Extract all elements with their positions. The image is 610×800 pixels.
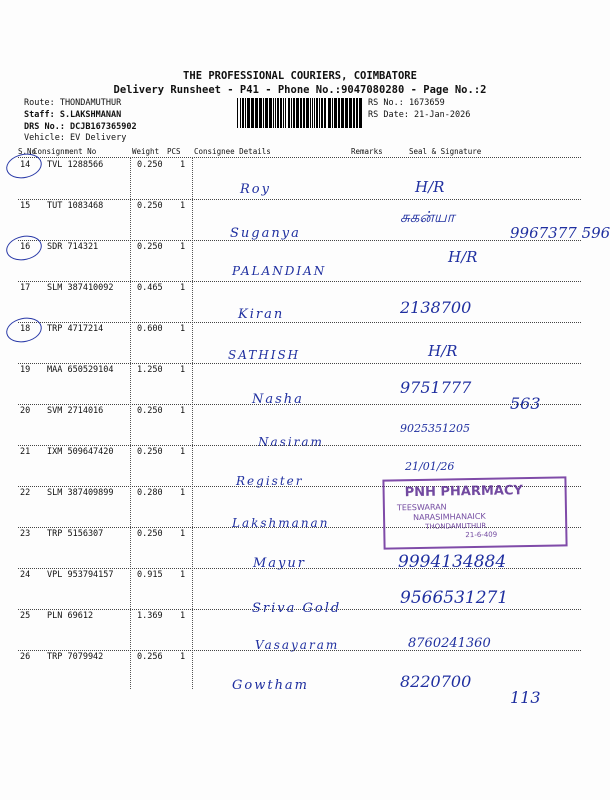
barcode-bar xyxy=(242,98,244,128)
row-consignment-no: SLM 387410092 xyxy=(47,283,114,293)
row-signature-extra: 563 xyxy=(510,394,541,413)
row-pcs: 1 xyxy=(180,488,186,498)
barcode-bar xyxy=(321,98,323,128)
row-consignment-no: SDR 714321 xyxy=(47,242,99,252)
row-divider xyxy=(18,199,581,200)
row-pcs: 1 xyxy=(180,570,186,580)
row-signature-handwritten: 21/01/26 xyxy=(405,460,455,473)
barcode-bar xyxy=(237,98,238,128)
row-weight: 0.250 xyxy=(137,201,163,211)
row-signature-handwritten: H/R xyxy=(428,342,458,360)
row-consignment-no: TRP 7079942 xyxy=(47,652,104,662)
row-weight: 0.465 xyxy=(137,283,163,293)
barcode-bar xyxy=(319,98,320,128)
row-divider xyxy=(18,240,581,241)
col-weight: Weight xyxy=(132,147,160,156)
row-signature-handwritten: 9025351205 xyxy=(400,422,470,435)
stamp-line: NARASIMHANAICK xyxy=(412,511,486,523)
row-consignee-handwritten: Vasayaram xyxy=(255,638,340,652)
row-weight: 0.256 xyxy=(137,652,163,662)
barcode-bar xyxy=(328,98,331,128)
row-signature-handwritten: 9994134884 xyxy=(398,552,507,572)
pen-circle-mark xyxy=(4,233,44,264)
row-sno: 24 xyxy=(20,570,31,580)
row-signature-extra: 9967377 596 xyxy=(510,224,610,242)
row-divider xyxy=(18,322,581,323)
row-consignee-handwritten: Sriva Gold xyxy=(252,601,342,616)
row-consignment-no: TRP 4717214 xyxy=(47,324,104,334)
barcode-bar xyxy=(324,98,326,128)
row-pcs: 1 xyxy=(180,365,186,375)
barcode-bar xyxy=(255,98,258,128)
barcode-bar xyxy=(359,98,362,128)
row-divider xyxy=(18,445,581,446)
barcode-bar xyxy=(277,98,279,128)
row-sno: 25 xyxy=(20,611,31,621)
row-divider xyxy=(18,404,581,405)
row-consignee-handwritten: Nasiram xyxy=(258,435,324,449)
row-consignee-handwritten: Mayur xyxy=(253,556,306,571)
row-divider xyxy=(18,650,581,651)
barcode-bar xyxy=(247,98,250,128)
document-title: THE PROFESSIONAL COURIERS, COIMBATORE xyxy=(183,70,417,82)
barcode-bar xyxy=(259,98,262,128)
barcode-bar xyxy=(312,98,313,128)
row-signature-extra: 113 xyxy=(510,688,541,707)
row-sno: 20 xyxy=(20,406,31,416)
row-pcs: 1 xyxy=(180,201,186,211)
header-divider xyxy=(18,157,581,158)
row-weight: 0.250 xyxy=(137,447,163,457)
row-weight: 1.369 xyxy=(137,611,163,621)
barcode-bar xyxy=(316,98,318,128)
barcode-bar xyxy=(338,98,340,128)
drs-label: DRS No.: DCJB167365902 xyxy=(24,122,137,132)
barcode-bar xyxy=(285,98,286,128)
row-pcs: 1 xyxy=(180,283,186,293)
row-pcs: 1 xyxy=(180,447,186,457)
row-sno: 19 xyxy=(20,365,31,375)
row-weight: 0.915 xyxy=(137,570,163,580)
stamp-line: TEESWARAN xyxy=(396,502,447,513)
row-pcs: 1 xyxy=(180,611,186,621)
row-consignment-no: TRP 5156307 xyxy=(47,529,104,539)
row-sno: 16 xyxy=(20,242,31,252)
row-consignee-handwritten: Register xyxy=(236,474,304,488)
row-sno: 23 xyxy=(20,529,31,539)
row-pcs: 1 xyxy=(180,529,186,539)
pen-circle-mark xyxy=(4,315,44,346)
barcode-bar xyxy=(314,98,315,128)
row-consignment-no: VPL 953794157 xyxy=(47,570,114,580)
barcode-bar xyxy=(280,98,282,128)
row-consignee-handwritten: Nasha xyxy=(252,392,304,407)
row-pcs: 1 xyxy=(180,324,186,334)
row-sno: 18 xyxy=(20,324,31,334)
barcode-bar xyxy=(349,98,352,128)
row-weight: 0.250 xyxy=(137,406,163,416)
row-weight: 0.250 xyxy=(137,529,163,539)
barcode-bar xyxy=(273,98,274,128)
col-consignee: Consignee Details xyxy=(194,147,271,156)
col-remarks: Remarks xyxy=(351,147,383,156)
barcode-bar xyxy=(291,98,292,128)
row-consignee-handwritten: Gowtham xyxy=(232,678,310,693)
barcode-bar xyxy=(353,98,355,128)
row-weight: 0.280 xyxy=(137,488,163,498)
row-consignee-handwritten: Kiran xyxy=(238,307,285,322)
row-sno: 14 xyxy=(20,160,31,170)
barcode-bar xyxy=(345,98,348,128)
barcode-bar xyxy=(300,98,302,128)
barcode-bar xyxy=(275,98,276,128)
barcode-bar xyxy=(356,98,358,128)
barcode-bar xyxy=(296,98,299,128)
stamp-line: THONDAMUTHUR xyxy=(425,521,487,531)
row-signature-handwritten: 8220700 xyxy=(400,672,472,691)
rs-number: RS No.: 1673659 xyxy=(368,98,445,108)
document-subtitle: Delivery Runsheet - P41 - Phone No.:9047080280 - Page No.:2 xyxy=(113,84,487,96)
row-signature-handwritten: சுகன்யா xyxy=(400,208,455,226)
row-consignment-no: MAA 650529104 xyxy=(47,365,114,375)
row-pcs: 1 xyxy=(180,652,186,662)
row-divider xyxy=(18,568,581,569)
barcode-bar xyxy=(310,98,311,128)
barcode-bar xyxy=(293,98,295,128)
route-label: Route: THONDAMUTHUR xyxy=(24,98,122,108)
pharmacy-stamp xyxy=(382,476,567,549)
row-consignment-no: TVL 1288566 xyxy=(47,160,104,170)
row-pcs: 1 xyxy=(180,242,186,252)
row-pcs: 1 xyxy=(180,160,186,170)
vehicle-label: Vehicle: EV Delivery xyxy=(24,133,127,143)
row-weight: 0.600 xyxy=(137,324,163,334)
row-consignment-no: PLN 69612 xyxy=(47,611,94,621)
row-consignee-handwritten: Lakshmanan xyxy=(232,516,330,530)
stamp-line: 21-6-409 xyxy=(465,530,498,540)
row-weight: 0.250 xyxy=(137,242,163,252)
row-consignee-handwritten: Roy xyxy=(240,182,271,197)
barcode-bar xyxy=(332,98,333,128)
rs-date: RS Date: 21-Jan-2026 xyxy=(368,110,471,120)
col-consignment: Consignment No xyxy=(33,147,97,156)
row-pcs: 1 xyxy=(180,406,186,416)
row-sno: 26 xyxy=(20,652,31,662)
stamp-line: PNH PHARMACY xyxy=(404,483,523,501)
barcode xyxy=(237,98,365,128)
row-signature-handwritten: 9566531271 xyxy=(400,588,509,608)
row-consignee-handwritten: PALANDIAN xyxy=(232,264,327,278)
row-sno: 15 xyxy=(20,201,31,211)
barcode-bar xyxy=(334,98,337,128)
row-signature-handwritten: H/R xyxy=(415,178,445,196)
row-signature-handwritten: 2138700 xyxy=(400,298,472,317)
barcode-bar xyxy=(251,98,254,128)
row-consignment-no: IXM 509647420 xyxy=(47,447,114,457)
col-sno: S.No xyxy=(18,147,37,156)
col-seal: Seal & Signature xyxy=(409,147,482,156)
row-consignment-no: SVM 2714016 xyxy=(47,406,104,416)
row-divider xyxy=(18,363,581,364)
row-signature-handwritten: 8760241360 xyxy=(408,636,491,651)
row-divider xyxy=(18,281,581,282)
staff-label: Staff: S.LAKSHMANAN xyxy=(24,110,122,120)
col-pcs: PCS xyxy=(167,147,181,156)
barcode-bar xyxy=(265,98,268,128)
row-consignment-no: SLM 387409899 xyxy=(47,488,114,498)
row-signature-handwritten: 9751777 xyxy=(400,378,472,397)
row-signature-handwritten: H/R xyxy=(448,248,478,266)
barcode-bar xyxy=(245,98,246,128)
row-sno: 17 xyxy=(20,283,31,293)
barcode-bar xyxy=(240,98,241,128)
row-weight: 1.250 xyxy=(137,365,163,375)
barcode-bar xyxy=(306,98,309,128)
barcode-bar xyxy=(283,98,284,128)
barcode-bar xyxy=(288,98,290,128)
row-weight: 0.250 xyxy=(137,160,163,170)
row-sno: 21 xyxy=(20,447,31,457)
row-divider xyxy=(18,609,581,610)
row-consignee-handwritten: SATHISH xyxy=(228,348,301,362)
barcode-bar xyxy=(269,98,272,128)
barcode-bar xyxy=(303,98,305,128)
row-sno: 22 xyxy=(20,488,31,498)
barcode-bar xyxy=(341,98,344,128)
barcode-bar xyxy=(263,98,264,128)
row-consignment-no: TUT 1083468 xyxy=(47,201,104,211)
row-consignee-handwritten: Suganya xyxy=(230,226,301,241)
